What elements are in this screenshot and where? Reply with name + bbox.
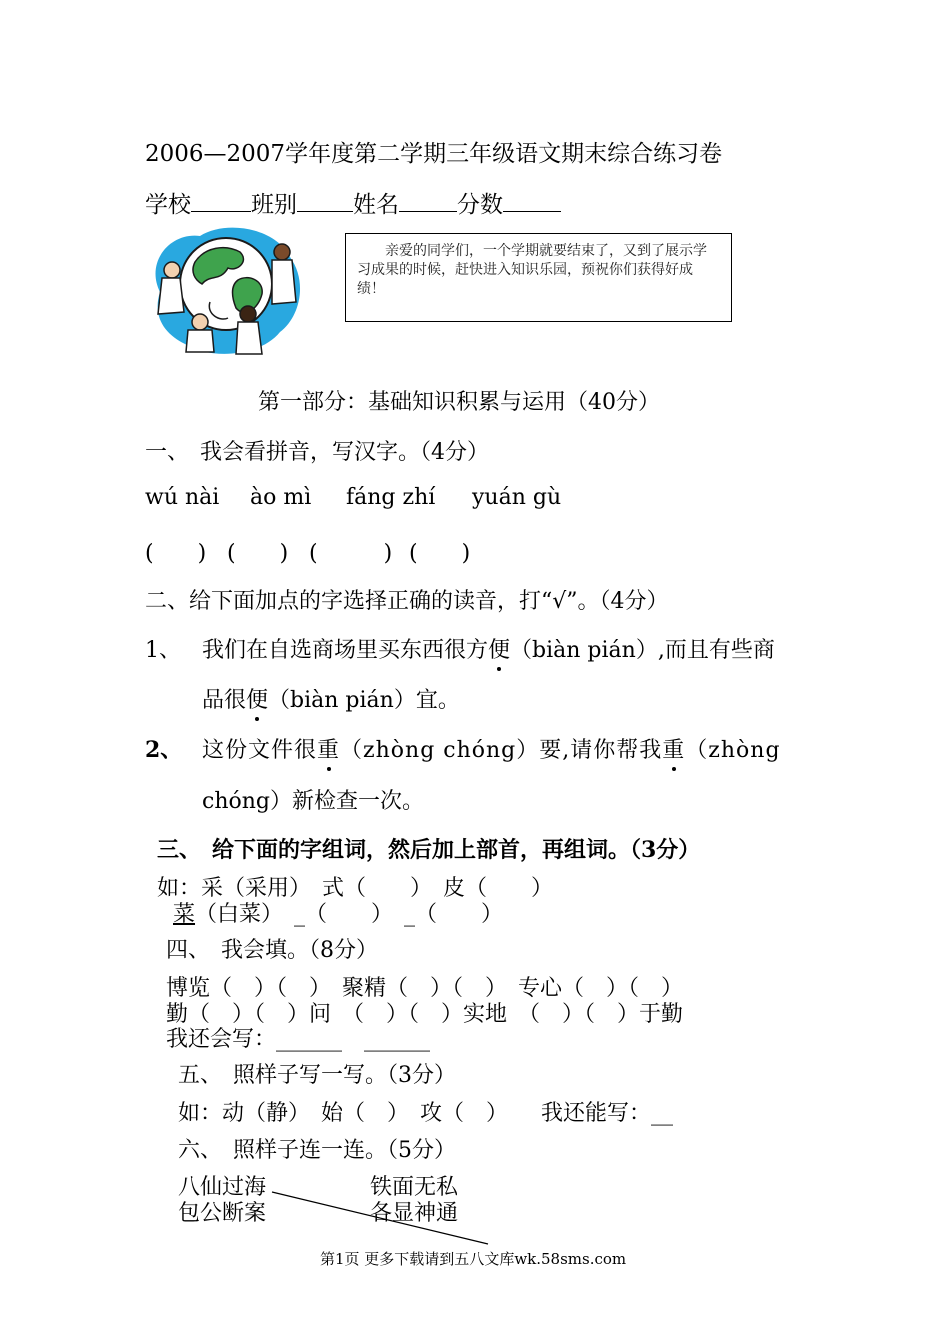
q1-pinyin-1: wú nài [145,485,220,510]
dotted-char: 重 [317,733,340,764]
q6-left-item-2[interactable]: 包公断案 [178,1201,267,1226]
greeting-text: 亲爱的同学们，一个学期就要结束了，又到了展示学习成果的时候，赶快进入知识乐园，预祝你们获得好成绩！ [357,243,707,297]
q4-line1: 博览（ ）（ ） 聚精（ ）（ ） 专心（ ）（ ） [166,976,684,1001]
dotted-char: 便 [488,633,510,664]
q1-answer-3[interactable]: ( ) [309,541,393,566]
q1-pinyin-3: fáng zhí [346,485,436,510]
q3-line1: 如：采（采用） 式（ ） 皮（ ） [157,876,554,901]
q6-title: 六、 照样子连一连。（5分） [178,1138,456,1163]
q2-item2-choice[interactable]: （zhòng [685,738,781,763]
q6-left-item-1[interactable]: 八仙过海 [178,1175,267,1200]
q4-line3: 我还会写：______ ______ [166,1027,431,1052]
page-footer: 第1页 更多下载请到五八文库wk.58sms.com [320,1250,627,1268]
dotted-char: 便 [246,683,268,714]
q3-line2-text: （白菜） _（ ） _（ ） [195,902,504,927]
q2-item1-choice[interactable]: （biàn pián）,而且有些商 [510,638,775,663]
q5-title: 五、 照样子写一写。（3分） [178,1063,456,1088]
q2-item2-line2: chóng）新检查一次。 [202,789,424,814]
q2-item2-text: 这份文件很 [202,738,318,763]
example-char: 菜 [173,902,196,927]
part1-title: 第一部分：基础知识积累与运用（40分） [258,390,660,415]
class-label: 班别 [251,192,297,218]
q2-item2-choice[interactable]: （zhòng chóng）要,请你帮我 [340,738,663,763]
q1-pinyin-2: ào mì [250,485,312,510]
q2-item1-choice[interactable]: （biàn pián）宜。 [268,688,460,713]
q2-item2-number: 2、 [145,737,183,763]
q1-answer-4[interactable]: ( ) [409,541,471,566]
name-label: 姓名 [353,192,399,218]
q1-pinyin-4: yuán gù [472,485,562,510]
q2-item1-number: 1、 [145,638,181,663]
dotted-char: 重 [662,733,685,764]
q2-item1-text: 我们在自选商场里买东西很方 [202,638,489,663]
page-title: 2006—2007学年度第二学期三年级语文期末综合练习卷 [145,141,723,167]
school-label: 学校 [145,192,191,218]
q3-title: 三、 给下面的字组词，然后加上部首，再组词。（3分） [157,837,701,863]
q5-line1: 如：动（静） 始（ ） 攻（ ） 我还能写：__ [178,1101,674,1126]
q1-answer-1[interactable]: ( ) [145,541,207,566]
score-label: 分数 [457,192,503,218]
q1-answer-2[interactable]: ( ) [227,541,289,566]
q4-title: 四、 我会填。（8分） [166,938,378,963]
q4-line2: 勤（ ）（ ）问 （ ）（ ）实地 （ ）（ ）于勤 [166,1002,684,1027]
q6-right-item-1[interactable]: 铁面无私 [370,1175,459,1200]
q1-title: 一、 我会看拼音，写汉字。（4分） [145,440,489,465]
q2-title: 二、给下面加点的字选择正确的读音，打“√”。（4分） [145,589,669,614]
q2-item1-text: 品很 [202,688,247,713]
q6-right-item-2[interactable]: 各显神通 [370,1201,459,1226]
